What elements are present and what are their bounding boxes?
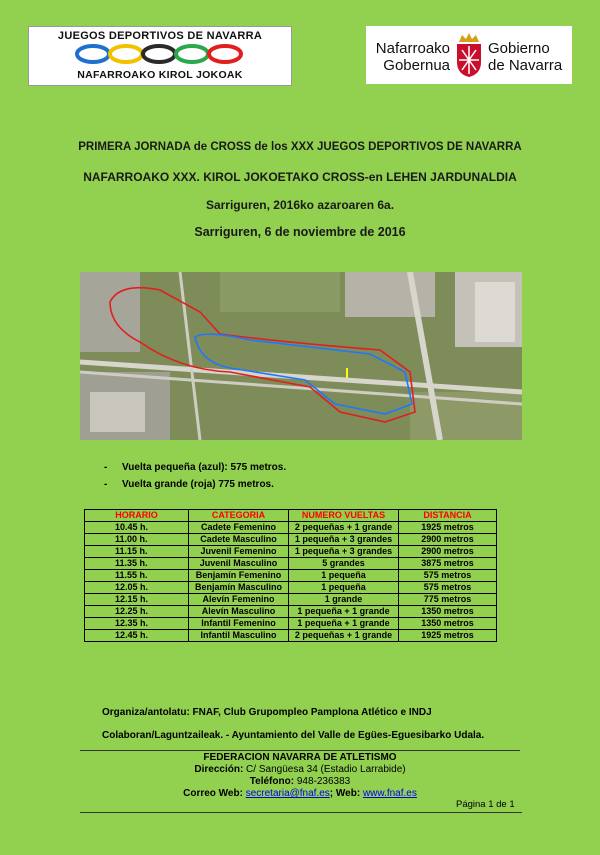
cell-category: Cadete Masculino bbox=[189, 534, 289, 546]
cell-time: 12.35 h. bbox=[85, 618, 189, 630]
laps-list bbox=[104, 459, 286, 493]
table-row bbox=[85, 558, 497, 570]
cell-laps: 1 pequeña + 3 grandes bbox=[289, 534, 399, 546]
cell-distance: 2900 metros bbox=[399, 534, 497, 546]
cell-laps: 1 pequeña + 3 grandes bbox=[289, 546, 399, 558]
title-line-4: Sarriguren, 6 de noviembre de 2016 bbox=[194, 225, 406, 239]
title-line-2: NAFARROAKO XXX. KIROL JOKOETAKO CROSS-en LEHEN JARDUNALDIA bbox=[83, 170, 517, 184]
cell-laps: 1 pequeña + 1 grande bbox=[289, 606, 399, 618]
header-horario: HORARIO bbox=[85, 510, 189, 522]
schedule-table bbox=[84, 509, 497, 642]
table-row bbox=[85, 522, 497, 534]
title-line-1: PRIMERA JORNADA de CROSS de los XXX JUEGOS DEPORTIVOS DE NAVARRA bbox=[78, 141, 522, 153]
cell-category: Benjamín Femenino bbox=[189, 570, 289, 582]
cell-time: 10.45 h. bbox=[85, 522, 189, 534]
table-row bbox=[85, 630, 497, 642]
web-link[interactable]: www.fnaf.es bbox=[362, 788, 417, 799]
cell-distance: 1350 metros bbox=[399, 618, 497, 630]
table-row bbox=[85, 546, 497, 558]
table-row bbox=[85, 534, 497, 546]
footer-org-name: FEDERACION NAVARRA DE ATLETISMO bbox=[203, 752, 397, 763]
logo-left-bottom-text: NAFARROAKO KIROL JOKOAK bbox=[77, 69, 243, 81]
cell-distance: 2900 metros bbox=[399, 546, 497, 558]
header-distancia: DISTANCIA bbox=[399, 510, 497, 522]
start-finish-marker bbox=[346, 368, 348, 378]
page-number: Página 1 de 1 bbox=[456, 799, 515, 810]
cell-time: 11.55 h. bbox=[85, 570, 189, 582]
cell-time: 12.15 h. bbox=[85, 594, 189, 606]
cell-category: Alevín Femenino bbox=[189, 594, 289, 606]
cell-laps: 1 grande bbox=[289, 594, 399, 606]
olympic-rings-icon bbox=[75, 43, 245, 65]
email-link[interactable]: secretaria@fnaf.es bbox=[245, 788, 330, 799]
footer-phone: Teléfono: 948-236383 bbox=[249, 776, 351, 787]
footer-address: Dirección: C/ Sangüesa 34 (Estadio Larrabide) bbox=[194, 764, 406, 775]
cell-laps: 5 grandes bbox=[289, 558, 399, 570]
cell-distance: 775 metros bbox=[399, 594, 497, 606]
cell-category: Juvenil Masculino bbox=[189, 558, 289, 570]
footer-divider bbox=[80, 750, 520, 751]
navarra-shield-icon bbox=[454, 32, 484, 78]
logo-left-top-text: JUEGOS DEPORTIVOS DE NAVARRA bbox=[57, 30, 263, 42]
cell-distance: 575 metros bbox=[399, 582, 497, 594]
juegos-deportivos-logo bbox=[28, 26, 292, 86]
cell-category: Cadete Femenino bbox=[189, 522, 289, 534]
page-bottom-line bbox=[80, 812, 522, 813]
organizers-text: Organiza/antolatu: FNAF, Club Grupompleo Pamplona Atlético e INDJ bbox=[102, 707, 432, 718]
logo-right-basque: Nafarroako Gobernua bbox=[375, 40, 450, 74]
table-row bbox=[85, 570, 497, 582]
cell-distance: 1350 metros bbox=[399, 606, 497, 618]
cell-time: 12.05 h. bbox=[85, 582, 189, 594]
cell-distance: 1925 metros bbox=[399, 522, 497, 534]
table-header-row bbox=[85, 510, 497, 522]
cell-laps: 1 pequeña bbox=[289, 582, 399, 594]
header-categoria: CATEGORIA bbox=[189, 510, 289, 522]
title-line-3: Sarriguren, 2016ko azaroaren 6a. bbox=[205, 198, 395, 212]
logo-right-spanish: Gobierno de Navarra bbox=[488, 40, 563, 74]
cell-category: Juvenil Femenino bbox=[189, 546, 289, 558]
footer-contact: Correo Web: secretaria@fnaf.es; Web: www.fnaf.es bbox=[183, 788, 417, 799]
course-aerial-map bbox=[80, 272, 522, 440]
cell-distance: 1925 metros bbox=[399, 630, 497, 642]
table-row bbox=[85, 618, 497, 630]
cell-time: 12.45 h. bbox=[85, 630, 189, 642]
table-row bbox=[85, 606, 497, 618]
table-row bbox=[85, 582, 497, 594]
course-map-image bbox=[80, 272, 522, 440]
lap-large-item: - Vuelta grande (roja) 775 metros. bbox=[104, 479, 274, 490]
cell-laps: 1 pequeña bbox=[289, 570, 399, 582]
cell-laps: 2 pequeñas + 1 grande bbox=[289, 522, 399, 534]
cell-laps: 2 pequeñas + 1 grande bbox=[289, 630, 399, 642]
table-row bbox=[85, 594, 497, 606]
cell-time: 11.15 h. bbox=[85, 546, 189, 558]
cell-laps: 1 pequeña + 1 grande bbox=[289, 618, 399, 630]
collaborators-text: Colaboran/Laguntzaileak. - Ayuntamiento del Valle de Egües-Eguesibarko Udala. bbox=[102, 730, 485, 741]
cell-time: 11.00 h. bbox=[85, 534, 189, 546]
page-footer bbox=[80, 750, 520, 800]
cell-category: Benjamín Masculino bbox=[189, 582, 289, 594]
cell-time: 12.25 h. bbox=[85, 606, 189, 618]
cell-category: Alevín Masculino bbox=[189, 606, 289, 618]
lap-small-item: - Vuelta pequeña (azul): 575 metros. bbox=[104, 462, 287, 473]
cell-category: Infantil Masculino bbox=[189, 630, 289, 642]
header-vueltas: NUMERO VUELTAS bbox=[289, 510, 399, 522]
cell-category: Infantil Femenino bbox=[189, 618, 289, 630]
cell-time: 11.35 h. bbox=[85, 558, 189, 570]
cell-distance: 575 metros bbox=[399, 570, 497, 582]
gobierno-navarra-logo bbox=[366, 26, 572, 84]
cell-distance: 3875 metros bbox=[399, 558, 497, 570]
